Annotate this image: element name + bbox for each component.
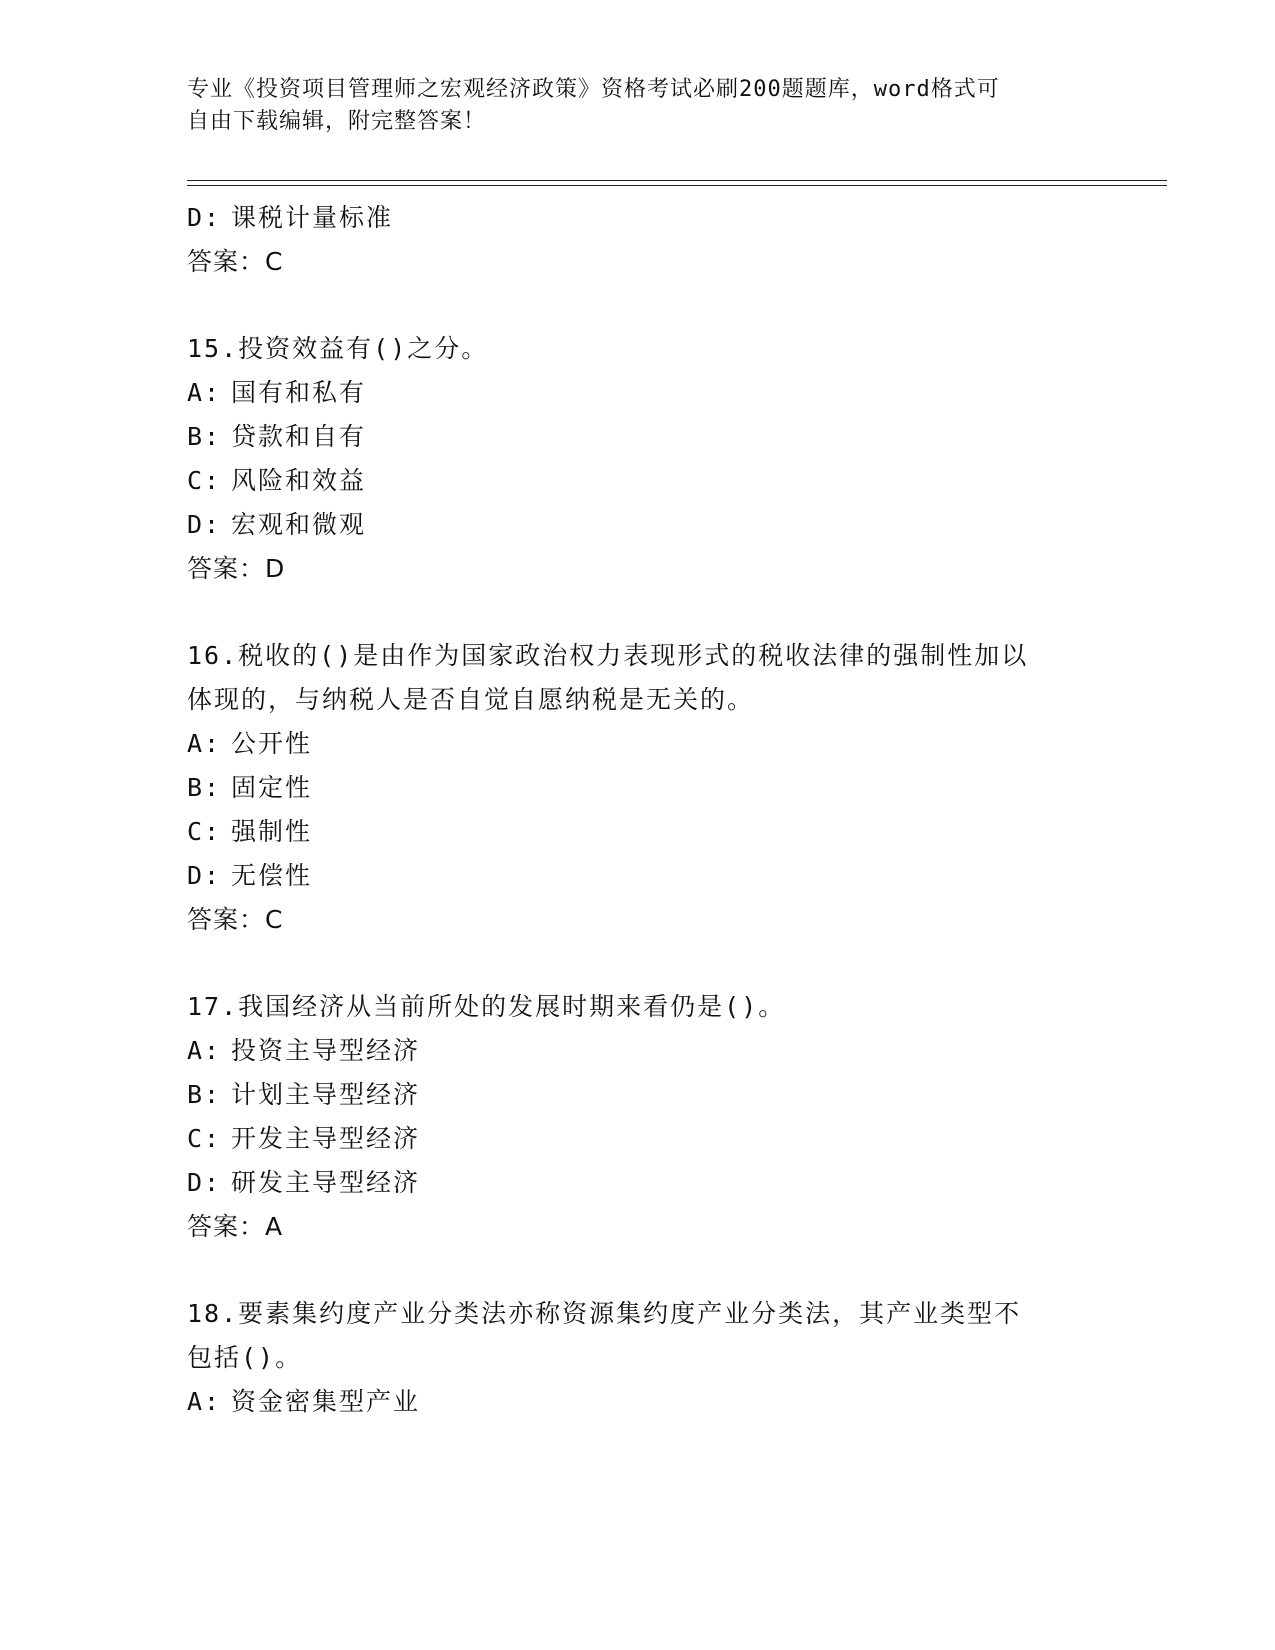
option-text: 国有和私有 <box>231 378 367 407</box>
header-line-2: 自由下载编辑，附完整答案！ <box>187 109 487 134</box>
option-key: A: <box>187 1036 222 1065</box>
q17-option-c <box>187 1116 1087 1162</box>
q18-stem-line-2: 包括()。 <box>187 1343 303 1372</box>
option-key: B: <box>187 773 222 802</box>
option-text: 开发主导型经济 <box>231 1124 421 1153</box>
option-key: C: <box>187 817 222 846</box>
option-text: 研发主导型经济 <box>231 1168 421 1197</box>
option-text: 投资主导型经济 <box>231 1036 421 1065</box>
document-header <box>187 74 1087 138</box>
option-text: 计划主导型经济 <box>231 1080 421 1109</box>
option-key: C: <box>187 1124 222 1153</box>
q17-option-a <box>187 1028 1087 1074</box>
option-text: 无偿性 <box>231 861 313 890</box>
q16-option-a <box>187 721 1087 767</box>
option-key: C: <box>187 466 222 495</box>
q15-option-d <box>187 502 1087 548</box>
option-key: D: <box>187 1168 222 1197</box>
option-key: B: <box>187 422 222 451</box>
option-key: A: <box>187 378 222 407</box>
q16-option-c <box>187 809 1087 855</box>
q16-option-b <box>187 765 1087 811</box>
option-text: 公开性 <box>231 729 313 758</box>
q17-option-b <box>187 1072 1087 1118</box>
option-key: D: <box>187 510 222 539</box>
option-text: 固定性 <box>231 773 313 802</box>
header-divider-bottom <box>187 185 1167 186</box>
q16-stem-line-1: 16.税收的()是由作为国家政治权力表现形式的税收法律的强制性加以 <box>187 641 1029 670</box>
q17-option-d <box>187 1160 1087 1206</box>
q15-option-c <box>187 458 1087 504</box>
header-divider-top <box>187 180 1167 181</box>
header-line-1: 专业《投资项目管理师之宏观经济政策》资格考试必刷200题题库，word格式可 <box>187 77 1000 102</box>
option-text: 强制性 <box>231 817 313 846</box>
q16-option-d <box>187 853 1087 899</box>
option-key: D: <box>187 861 222 890</box>
prev-answer: 答案：C <box>187 247 284 276</box>
option-text: 风险和效益 <box>231 466 367 495</box>
q16-stem-line-2: 体现的，与纳税人是否自觉自愿纳税是无关的。 <box>187 685 755 714</box>
q17-answer: 答案：A <box>187 1212 284 1241</box>
option-key: D: <box>187 203 222 232</box>
option-text: 资金密集型产业 <box>231 1387 421 1416</box>
q15-option-a <box>187 370 1087 416</box>
q15-answer: 答案：D <box>187 554 286 583</box>
option-key: A: <box>187 729 222 758</box>
prev-option-d <box>187 195 1087 241</box>
q18-option-a <box>187 1379 1087 1425</box>
option-key: A: <box>187 1387 222 1416</box>
q18-stem-line-1: 18.要素集约度产业分类法亦称资源集约度产业分类法，其产业类型不 <box>187 1299 1022 1328</box>
option-text: 课税计量标准 <box>231 203 394 232</box>
option-text: 宏观和微观 <box>231 510 367 539</box>
q17-stem: 17.我国经济从当前所处的发展时期来看仍是()。 <box>187 992 786 1021</box>
q15-stem: 15.投资效益有()之分。 <box>187 334 489 363</box>
q15-option-b <box>187 414 1087 460</box>
option-key: B: <box>187 1080 222 1109</box>
option-text: 贷款和自有 <box>231 422 367 451</box>
q16-answer: 答案：C <box>187 905 284 934</box>
